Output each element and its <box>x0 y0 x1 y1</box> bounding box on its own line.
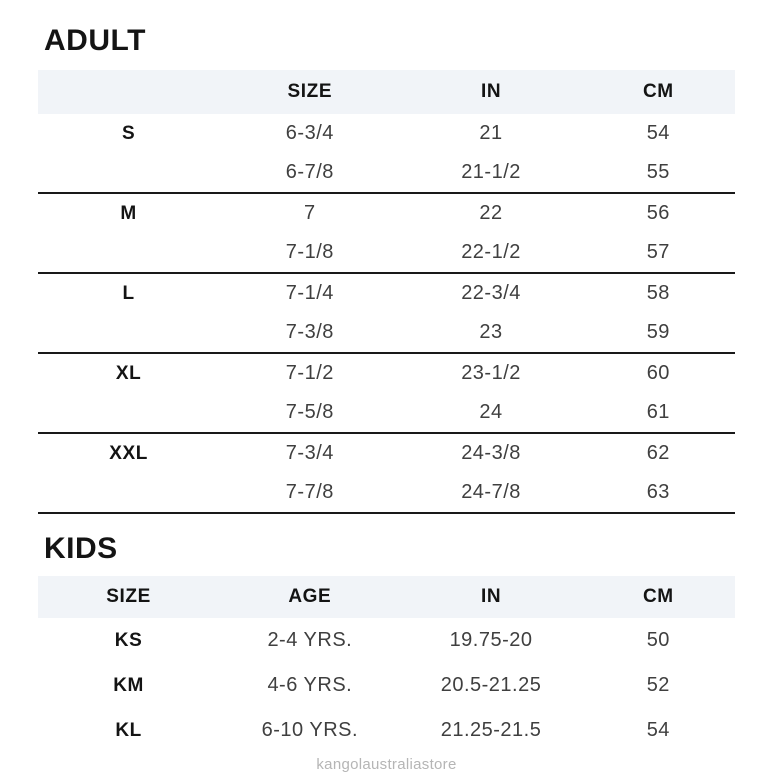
adult-column-header-cm: CM <box>642 81 674 102</box>
table-row <box>38 434 735 473</box>
cell-in: 20.5-21.25 <box>440 674 542 696</box>
cell-cm: 57 <box>646 241 670 263</box>
store-watermark: kangolaustraliastore <box>316 756 457 773</box>
cell-size: 7-3/4 <box>285 442 334 464</box>
kids-column-header-cm: CM <box>642 586 674 607</box>
size-label: XXL <box>109 442 148 464</box>
cell-in: 24-7/8 <box>461 481 521 503</box>
adult-section-heading: ADULT <box>44 24 146 57</box>
table-row <box>38 274 735 313</box>
table-row <box>38 153 735 192</box>
cell-size: 7-1/4 <box>285 282 334 304</box>
size-label: KL <box>115 719 142 741</box>
cell-size: 7-7/8 <box>285 481 334 503</box>
cell-in: 22-3/4 <box>461 282 521 304</box>
size-label: KS <box>114 629 143 651</box>
table-row <box>38 393 735 432</box>
cell-cm: 56 <box>646 202 670 224</box>
table-row <box>38 618 735 663</box>
cell-size: 6-7/8 <box>285 161 334 183</box>
cell-in: 23-1/2 <box>461 362 521 384</box>
cell-cm: 63 <box>646 481 670 503</box>
cell-cm: 50 <box>646 629 670 651</box>
cell-size: 7 <box>304 202 316 224</box>
cell-in: 21 <box>479 122 503 144</box>
cell-cm: 58 <box>646 282 670 304</box>
table-row <box>38 233 735 272</box>
cell-cm: 55 <box>646 161 670 183</box>
size-group-l <box>38 274 735 354</box>
size-group-m <box>38 194 735 274</box>
cell-cm: 60 <box>646 362 670 384</box>
size-label: KM <box>113 674 144 696</box>
cell-age: 6-10 YRS. <box>261 719 359 741</box>
size-group-s <box>38 114 735 194</box>
adult-column-header-size: SIZE <box>287 81 333 102</box>
kids-section-heading: KIDS <box>44 532 118 565</box>
cell-in: 22 <box>479 202 503 224</box>
cell-cm: 54 <box>646 122 670 144</box>
table-row <box>38 663 735 708</box>
cell-size: 6-3/4 <box>285 122 334 144</box>
size-label: S <box>121 122 136 144</box>
cell-in: 21.25-21.5 <box>440 719 542 741</box>
table-row <box>38 708 735 753</box>
cell-in: 19.75-20 <box>449 629 533 651</box>
table-row <box>38 354 735 393</box>
cell-size: 7-1/2 <box>285 362 334 384</box>
cell-in: 22-1/2 <box>461 241 521 263</box>
table-row <box>38 473 735 512</box>
cell-cm: 59 <box>646 321 670 343</box>
cell-cm: 52 <box>646 674 670 696</box>
size-label: L <box>122 282 135 304</box>
table-row <box>38 114 735 153</box>
cell-size: 7-3/8 <box>285 321 334 343</box>
cell-cm: 61 <box>646 401 670 423</box>
kids-column-header-age: AGE <box>288 586 332 607</box>
cell-cm: 54 <box>646 719 670 741</box>
kids-column-header-size: SIZE <box>106 586 151 607</box>
adult-table-header-row <box>38 70 735 114</box>
kids-table-header-row <box>38 576 735 618</box>
table-row <box>38 194 735 233</box>
kids-column-header-in: IN <box>480 586 502 607</box>
cell-in: 24-3/8 <box>461 442 521 464</box>
size-label: M <box>120 202 137 224</box>
cell-in: 24 <box>479 401 503 423</box>
adult-size-table <box>38 70 735 514</box>
size-label: XL <box>115 362 142 384</box>
size-group-xxl <box>38 434 735 514</box>
cell-size: 7-5/8 <box>285 401 334 423</box>
size-group-xl <box>38 354 735 434</box>
kids-size-table <box>38 576 735 753</box>
cell-size: 7-1/8 <box>285 241 334 263</box>
adult-column-header-in: IN <box>480 81 502 102</box>
cell-in: 23 <box>479 321 503 343</box>
cell-in: 21-1/2 <box>461 161 521 183</box>
cell-cm: 62 <box>646 442 670 464</box>
cell-age: 4-6 YRS. <box>267 674 353 696</box>
table-row <box>38 313 735 352</box>
cell-age: 2-4 YRS. <box>267 629 353 651</box>
